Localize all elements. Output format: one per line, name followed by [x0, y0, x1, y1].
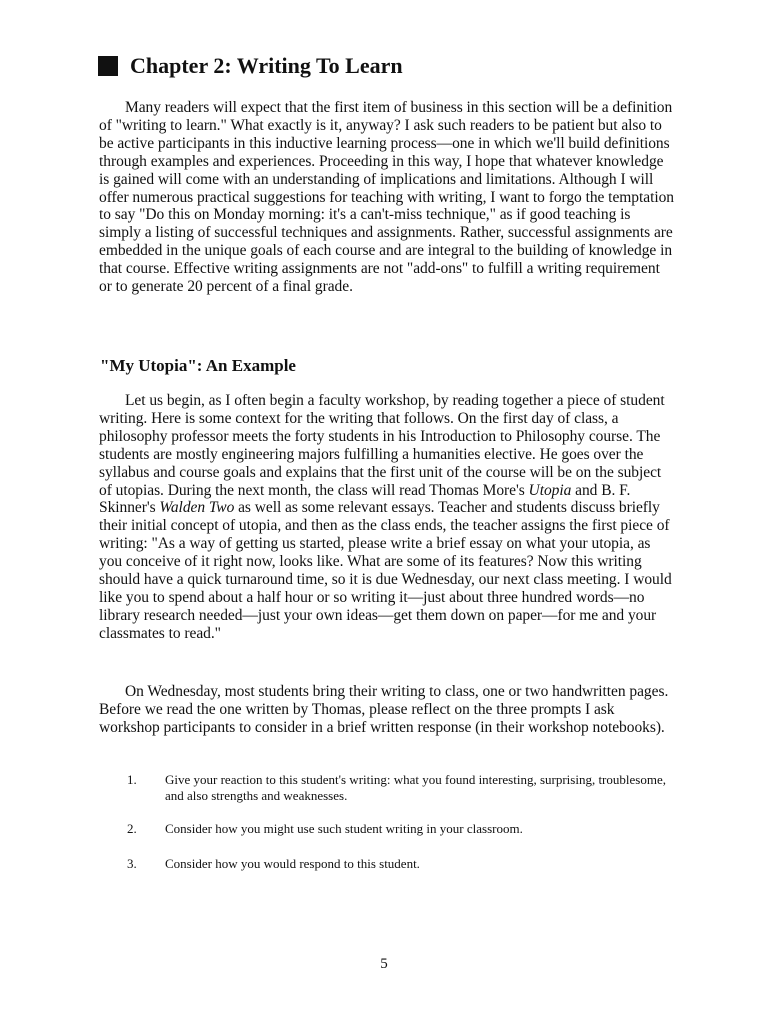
list-item	[127, 772, 667, 804]
square-bullet-icon	[98, 56, 118, 76]
book-title-walden-two: Walden Two	[159, 499, 235, 517]
example-text-part-2: and B. F. Skinner's	[99, 481, 631, 517]
wednesday-paragraph: On Wednesday, most students bring their writing to class, one or two handwritten pages. Before we read the one written by Thomas, please reflect on the three prompts I ask workshop participants to consider in a brief written response (in their workshop notebooks).	[99, 683, 669, 736]
list-item-number: 1.	[127, 772, 137, 787]
book-title-utopia: Utopia	[528, 481, 572, 499]
list-item-number: 3.	[127, 856, 137, 871]
list-item-text: Consider how you would respond to this student.	[165, 856, 420, 871]
section-heading: "My Utopia": An Example	[100, 356, 296, 375]
example-text-part-3: as well as some relevant essays. Teacher and students discuss briefly their initial concept of utopia, and then as the class ends, the teacher assigns the first piece of writing: "As a way of getting us started, please write a brief essay on what your utopia, as you conceive of it right now, looks like. What are some of its features? Now this writing should have a quick turnaround time, so it is due Wednesday, our next class meeting. I would like you to spend about a half hour or so writing it—just about three hundred words—no library research needed—just your own ideas—get them down on paper—for me and your classmates to read."	[99, 499, 672, 642]
intro-paragraph: Many readers will expect that the first item of business in this section will be a definition of "writing to learn." What exactly is it, anyway? I ask such readers to be patient but also to be active participants in this inductive learning process—one in which we'll build definitions through examples and experiences. Proceeding in this way, I hope that whatever knowledge is gained will come with an understanding of implications and limitations. Although I will offer numerous practical suggestions for teaching with writing, I want to forgo the temptation to say "Do this on Monday morning: it's a can't-miss technique," as if good teaching is simply a listing of successful techniques and assignments. Rather, successful assignments are embedded in the unique goals of each course and are integral to the building of knowledge in that course. Effective writing assignments are not "add-ons" to fulfill a writing requirement or to generate 20 percent of a final grade.	[99, 99, 674, 296]
page-number: 5	[380, 956, 388, 972]
list-item	[127, 821, 667, 837]
list-item	[127, 856, 667, 872]
list-item-text: Give your reaction to this student's writing: what you found interesting, surprising, troublesome, and also strengths and weaknesses.	[165, 772, 666, 803]
list-item-number: 2.	[127, 821, 137, 836]
list-item-text: Consider how you might use such student writing in your classroom.	[165, 821, 523, 836]
example-paragraph	[99, 392, 674, 643]
chapter-heading	[98, 52, 403, 80]
chapter-title: Chapter 2: Writing To Learn	[130, 53, 403, 78]
example-text-part-1: Let us begin, as I often begin a faculty workshop, by reading together a piece of student writing. Here is some context for the writing that follows. On the first day of class, a philosophy professor meets the forty students in his Introduction to Philosophy course. The students are mostly engineering majors fulfilling a humanities elective. He goes over the syllabus and course goals and explains that the first unit of the course will be on the subject of utopias. During the next month, the class will read Thomas More's	[99, 392, 665, 499]
